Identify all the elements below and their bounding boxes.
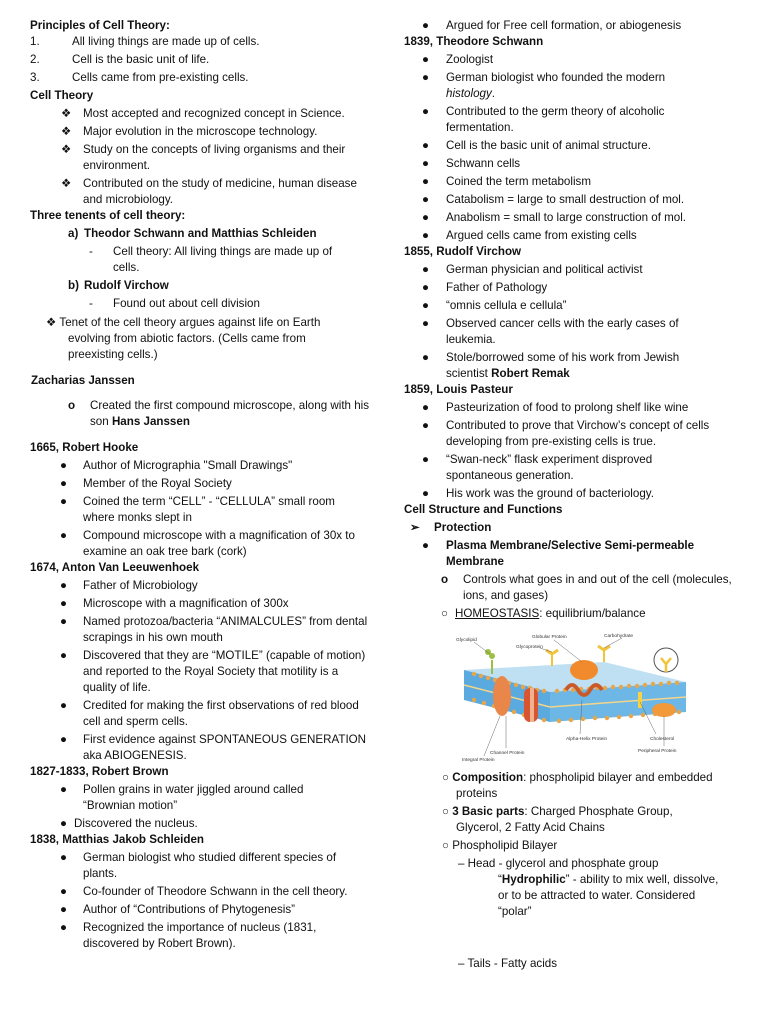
- composition-text: : phospholipid bilayer and embedded proteins: [456, 771, 713, 800]
- composition-item: [404, 770, 749, 802]
- list-item: [404, 138, 749, 154]
- list-item: [30, 902, 370, 918]
- list-item: [30, 34, 370, 50]
- bilayer-text: Phospholipid Bilayer: [452, 839, 558, 852]
- principles-list: [30, 34, 370, 86]
- list-item-text: Cells came from pre-existing cells.: [72, 71, 249, 84]
- list-item-text: Author of Micrographia "Small Drawings": [83, 459, 293, 472]
- list-item: [30, 244, 370, 276]
- list-item: [30, 698, 370, 730]
- list-item-text: All living things are made up of cells.: [72, 35, 260, 48]
- bullet-icon: ●: [60, 733, 68, 746]
- right-column: [404, 0, 749, 972]
- bullet-icon: ●: [422, 139, 430, 152]
- list-item-text: Most accepted and recognized concept in Science.: [83, 107, 345, 120]
- list-item: [30, 782, 370, 814]
- tenet-note-text: Tenet of the cell theory argues against life on Earth evolving from abiotic factors. (Cells came from preexisting cells.): [59, 316, 321, 361]
- bullet-icon: ●: [422, 71, 430, 84]
- composition-label: Composition: [452, 771, 524, 784]
- circle-bullet-icon: o: [68, 399, 76, 412]
- leeuwenhoek-heading: 1674, Anton Van Leeuwenhoek: [30, 561, 200, 574]
- schwann-list: [404, 52, 749, 244]
- list-item-text: His work was the ground of bacteriology.: [446, 487, 654, 500]
- tenet-a: [30, 226, 370, 242]
- list-item: [30, 614, 370, 646]
- list-item: [30, 884, 370, 900]
- list-item: [30, 142, 370, 174]
- list-item: [404, 156, 749, 172]
- list-item: [404, 210, 749, 226]
- list-item: [30, 176, 370, 208]
- membrane-diagram: [454, 630, 694, 762]
- tenet-a-title: Theodor Schwann and Matthias Schleiden: [84, 227, 317, 240]
- list-item-text: Compound microscope with a magnification of 30x to examine an oak tree bark (cork): [83, 529, 355, 558]
- bullet-icon: ●: [60, 817, 68, 830]
- list-item-text: Contributed on the study of medicine, human disease and microbiology.: [83, 177, 357, 206]
- circle-bullet-icon: ○: [442, 771, 453, 784]
- list-item: [404, 606, 749, 622]
- bullet-icon: ●: [422, 281, 430, 294]
- list-item: [404, 350, 749, 382]
- list-item: [404, 280, 749, 296]
- bullet-icon: ●: [60, 921, 68, 934]
- list-item-text: Contributed to the germ theory of alcoholic fermentation.: [446, 105, 665, 134]
- protection-item: [404, 520, 749, 536]
- bullet-icon: ●: [422, 351, 430, 364]
- list-item-text: Catabolism = large to small destruction of mol.: [446, 193, 685, 206]
- list-item-text: Major evolution in the microscope technology.: [83, 125, 318, 138]
- diagram-label-carbohydrate: Carbohydrate: [604, 634, 634, 639]
- schleiden-list: [30, 850, 370, 952]
- diagram-label-integral: Integral Protein: [462, 758, 495, 762]
- bullet-icon: ●: [60, 459, 68, 472]
- left-column: [30, 0, 370, 952]
- list-item: [404, 400, 749, 416]
- list-item: [30, 920, 370, 952]
- list-item-text: Co-founder of Theodore Schwann in the cell theory.: [83, 885, 348, 898]
- list-item: [30, 296, 370, 312]
- bullet-icon: ●: [60, 649, 68, 662]
- diamond-bullet-icon: ❖: [61, 177, 72, 190]
- cell-theory-list: [30, 106, 370, 208]
- list-item-text: Cell is the basic unit of animal structure.: [446, 139, 651, 152]
- bullet-icon: ●: [422, 53, 430, 66]
- bullet-icon: ●: [422, 487, 430, 500]
- list-item: [30, 458, 370, 474]
- bullet-icon: ●: [422, 317, 430, 330]
- list-item-text: Credited for making the first observations of red blood cell and sperm cells.: [83, 699, 359, 728]
- bullet-icon: ●: [422, 105, 430, 118]
- list-number: 2.: [30, 53, 40, 66]
- virchow-heading: 1855, Rudolf Virchow: [404, 245, 522, 258]
- list-item-text: First evidence against SPONTANEOUS GENERATION aka ABIOGENESIS.: [83, 733, 367, 762]
- homeostasis-term: HOMEOSTASIS: [455, 607, 540, 620]
- list-item-text: Microscope with a magnification of 300x: [83, 597, 289, 610]
- bullet-icon: ●: [60, 885, 68, 898]
- cell-theory-heading: Cell Theory: [30, 89, 94, 102]
- membrane-illustration: [454, 630, 694, 762]
- list-item: [30, 732, 370, 764]
- list-item-text: Argued cells came from existing cells: [446, 229, 637, 242]
- bullet-icon: ●: [422, 299, 430, 312]
- tails-item: – Tails - Fatty acids: [458, 957, 558, 970]
- structure-heading: Cell Structure and Functions: [404, 503, 563, 516]
- bullet-icon: ●: [422, 419, 430, 432]
- list-item: [30, 578, 370, 594]
- list-item-text: Coined the term “CELL” - “CELLULA” small room where monks slept in: [83, 495, 335, 524]
- list-item: [30, 124, 370, 140]
- list-item: [404, 52, 749, 68]
- circle-bullet-icon: o: [441, 573, 449, 586]
- diamond-bullet-icon: ❖: [61, 125, 72, 138]
- bullet-icon: ●: [422, 263, 430, 276]
- list-item-text: Anabolism = small to large construction of mol.: [446, 211, 687, 224]
- hooke-heading: 1665, Robert Hooke: [30, 441, 139, 454]
- tenet-note: [30, 315, 370, 363]
- list-item: [404, 262, 749, 278]
- histology-term: histology: [446, 87, 492, 100]
- bullet-icon: ●: [60, 529, 68, 542]
- basic-parts-label: 3 Basic parts: [452, 805, 525, 818]
- list-item-text: German physician and political activist: [446, 263, 643, 276]
- bullet-icon: ●: [60, 699, 68, 712]
- list-item-text: Pollen grains in water jiggled around called “Brownian motion”: [83, 783, 304, 812]
- list-item: [404, 316, 749, 348]
- list-item: [30, 528, 370, 560]
- list-letter: a): [68, 227, 79, 240]
- brown-heading: 1827-1833, Robert Brown: [30, 765, 169, 778]
- diagram-label-glycolipid: Glycolipid: [456, 638, 477, 643]
- arrow-bullet-icon: ➢: [410, 521, 420, 534]
- list-item-text: Argued for Free cell formation, or abiogenesis: [446, 19, 682, 32]
- list-item-text: Named protozoa/bacteria “ANIMALCULES” from dental scrapings in his own mouth: [83, 615, 368, 644]
- principles-heading: Principles of Cell Theory:: [30, 19, 170, 32]
- list-item: [404, 572, 749, 604]
- list-item: [404, 298, 749, 314]
- bullet-icon: ●: [422, 229, 430, 242]
- basic-parts-text: : Charged Phosphate Group, Glycerol, 2 Fatty Acid Chains: [456, 805, 673, 834]
- list-item-text: : equilibrium/balance: [539, 607, 646, 620]
- tenet-b-title: Rudolf Virchow: [84, 279, 169, 292]
- list-item-text: German biologist who founded the modern: [446, 71, 666, 84]
- list-item-text: “omnis cellula e cellula”: [446, 299, 567, 312]
- diagram-label-globular: Globular Protein: [532, 635, 567, 640]
- bullet-icon: ●: [422, 193, 430, 206]
- list-item: [404, 418, 749, 450]
- diamond-bullet-icon: ❖: [46, 316, 60, 329]
- list-item: [30, 398, 370, 430]
- list-item: [404, 18, 749, 34]
- pasteur-heading: 1859, Louis Pasteur: [404, 383, 513, 396]
- hooke-list: [30, 458, 370, 560]
- list-item: [30, 816, 370, 832]
- bullet-icon: ●: [60, 597, 68, 610]
- list-item-text: Father of Microbiology: [83, 579, 198, 592]
- bullet-icon: ●: [60, 495, 68, 508]
- diagram-label-peripheral: Peripheral Protein: [638, 749, 677, 754]
- list-item-text: German biologist who studied different species of plants.: [83, 851, 337, 880]
- list-item-text: Observed cancer cells with the early cases of leukemia.: [446, 317, 679, 346]
- list-item-text: Cell is the basic unit of life.: [72, 53, 210, 66]
- list-item-text: Contributed to prove that Virchow’s concept of cells developing from pre-existing cells is true.: [446, 419, 710, 448]
- list-item-text: Cell theory: All living things are made up of cells.: [113, 245, 333, 274]
- list-item-text: “Swan-neck” flask experiment disproved spontaneous generation.: [446, 453, 653, 482]
- list-number: 3.: [30, 71, 40, 84]
- bullet-icon: ●: [422, 453, 430, 466]
- list-item-text: Found out about cell division: [113, 297, 260, 310]
- diagram-label-glycoprotein: Glycoprotein: [516, 645, 543, 650]
- membrane-title: Plasma Membrane/Selective Semi-permeable Membrane: [446, 539, 695, 568]
- leeuwenhoek-list: [30, 578, 370, 764]
- list-item: [30, 494, 370, 526]
- list-item: [30, 52, 370, 68]
- tenet-b: [30, 278, 370, 294]
- list-item-text: Zoologist: [446, 53, 494, 66]
- list-item: [30, 106, 370, 122]
- list-item: [404, 192, 749, 208]
- circle-bullet-icon: ○: [442, 839, 453, 852]
- protection-label: Protection: [434, 521, 492, 534]
- pasteur-list: [404, 400, 749, 502]
- diagram-label-channel: Channel Protein: [490, 751, 525, 756]
- list-item-text: Controls what goes in and out of the cell (molecules, ions, and gases): [463, 573, 732, 602]
- membrane-item: [404, 538, 749, 570]
- janssen-heading: Zacharias Janssen: [31, 374, 135, 387]
- list-item-text: Created the first compound microscope, along with his son: [90, 399, 370, 428]
- bullet-icon: ●: [422, 401, 430, 414]
- list-item: [30, 70, 370, 86]
- bullet-icon: ●: [60, 579, 68, 592]
- list-item: [404, 486, 749, 502]
- list-item-text: Schwann cells: [446, 157, 521, 170]
- list-item-text: Recognized the importance of nucleus (1831, discovered by Robert Brown).: [83, 921, 317, 950]
- diamond-bullet-icon: ❖: [61, 107, 72, 120]
- bullet-icon: ●: [60, 851, 68, 864]
- basic-parts-item: [404, 804, 749, 836]
- tenets-heading: Three tenents of cell theory:: [30, 209, 186, 222]
- bilayer-item: [404, 838, 749, 854]
- virchow-list: [404, 262, 749, 382]
- hydrophilic-label: Hydrophilic: [501, 873, 566, 886]
- list-item: [404, 70, 749, 102]
- list-item: [30, 648, 370, 696]
- head-item: – Head - glycerol and phosphate group: [458, 857, 659, 870]
- list-item-text: Study on the concepts of living organisms and their environment.: [83, 143, 346, 172]
- list-item: [404, 174, 749, 190]
- diamond-bullet-icon: ❖: [61, 143, 72, 156]
- circle-bullet-icon: ○: [441, 607, 449, 620]
- bullet-icon: ●: [422, 211, 430, 224]
- list-item: [30, 596, 370, 612]
- dash-bullet: -: [89, 297, 93, 310]
- list-item: [30, 476, 370, 492]
- list-item: [404, 452, 749, 484]
- hydrophilic-text: ” - ability to mix well, dissolve, or to be attracted to water. Considered “polar”: [498, 873, 719, 918]
- list-letter: b): [68, 279, 79, 292]
- list-item-text: Discovered that they are “MOTILE” (capable of motion) and reported to the Royal Society that motility is a quality of life.: [83, 649, 366, 694]
- bullet-icon: ●: [60, 783, 68, 796]
- circle-bullet-icon: ○: [442, 805, 453, 818]
- diagram-label-cholesterol: Cholesterol: [650, 737, 675, 742]
- schwann-heading: 1839, Theodore Schwann: [404, 35, 544, 48]
- remak-name: Robert Remak: [491, 367, 570, 380]
- list-item-text: Member of the Royal Society: [83, 477, 232, 490]
- bullet-icon: ●: [60, 615, 68, 628]
- list-item-text: Father of Pathology: [446, 281, 548, 294]
- list-item: [30, 850, 370, 882]
- list-item-text: Coined the term metabolism: [446, 175, 591, 188]
- bullet-icon: ●: [422, 539, 430, 552]
- bullet-icon: ●: [60, 903, 68, 916]
- list-item-text: Stole/borrowed some of his work from Jewish scientist: [446, 351, 680, 380]
- list-item: [404, 228, 749, 244]
- schleiden-heading: 1838, Matthias Jakob Schleiden: [30, 833, 204, 846]
- punctuation: .: [491, 87, 495, 100]
- bullet-icon: ●: [422, 19, 430, 32]
- list-number: 1.: [30, 35, 40, 48]
- list-item-text: Discovered the nucleus.: [74, 817, 198, 830]
- janssen-son: Hans Janssen: [111, 415, 190, 428]
- bullet-icon: ●: [422, 157, 430, 170]
- list-item-text: Author of “Contributions of Phytogenesis”: [83, 903, 296, 916]
- list-item-text: Pasteurization of food to prolong shelf like wine: [446, 401, 689, 414]
- list-item: [404, 104, 749, 136]
- bullet-icon: ●: [60, 477, 68, 490]
- dash-bullet: -: [89, 245, 93, 258]
- diagram-label-alpha: Alpha-Helix Protein: [566, 737, 608, 742]
- bullet-icon: ●: [422, 175, 430, 188]
- hydrophilic-item: “Hydrophilic” - ability to mix well, dissolve, or to be attracted to water. Considered “polar”: [498, 873, 719, 918]
